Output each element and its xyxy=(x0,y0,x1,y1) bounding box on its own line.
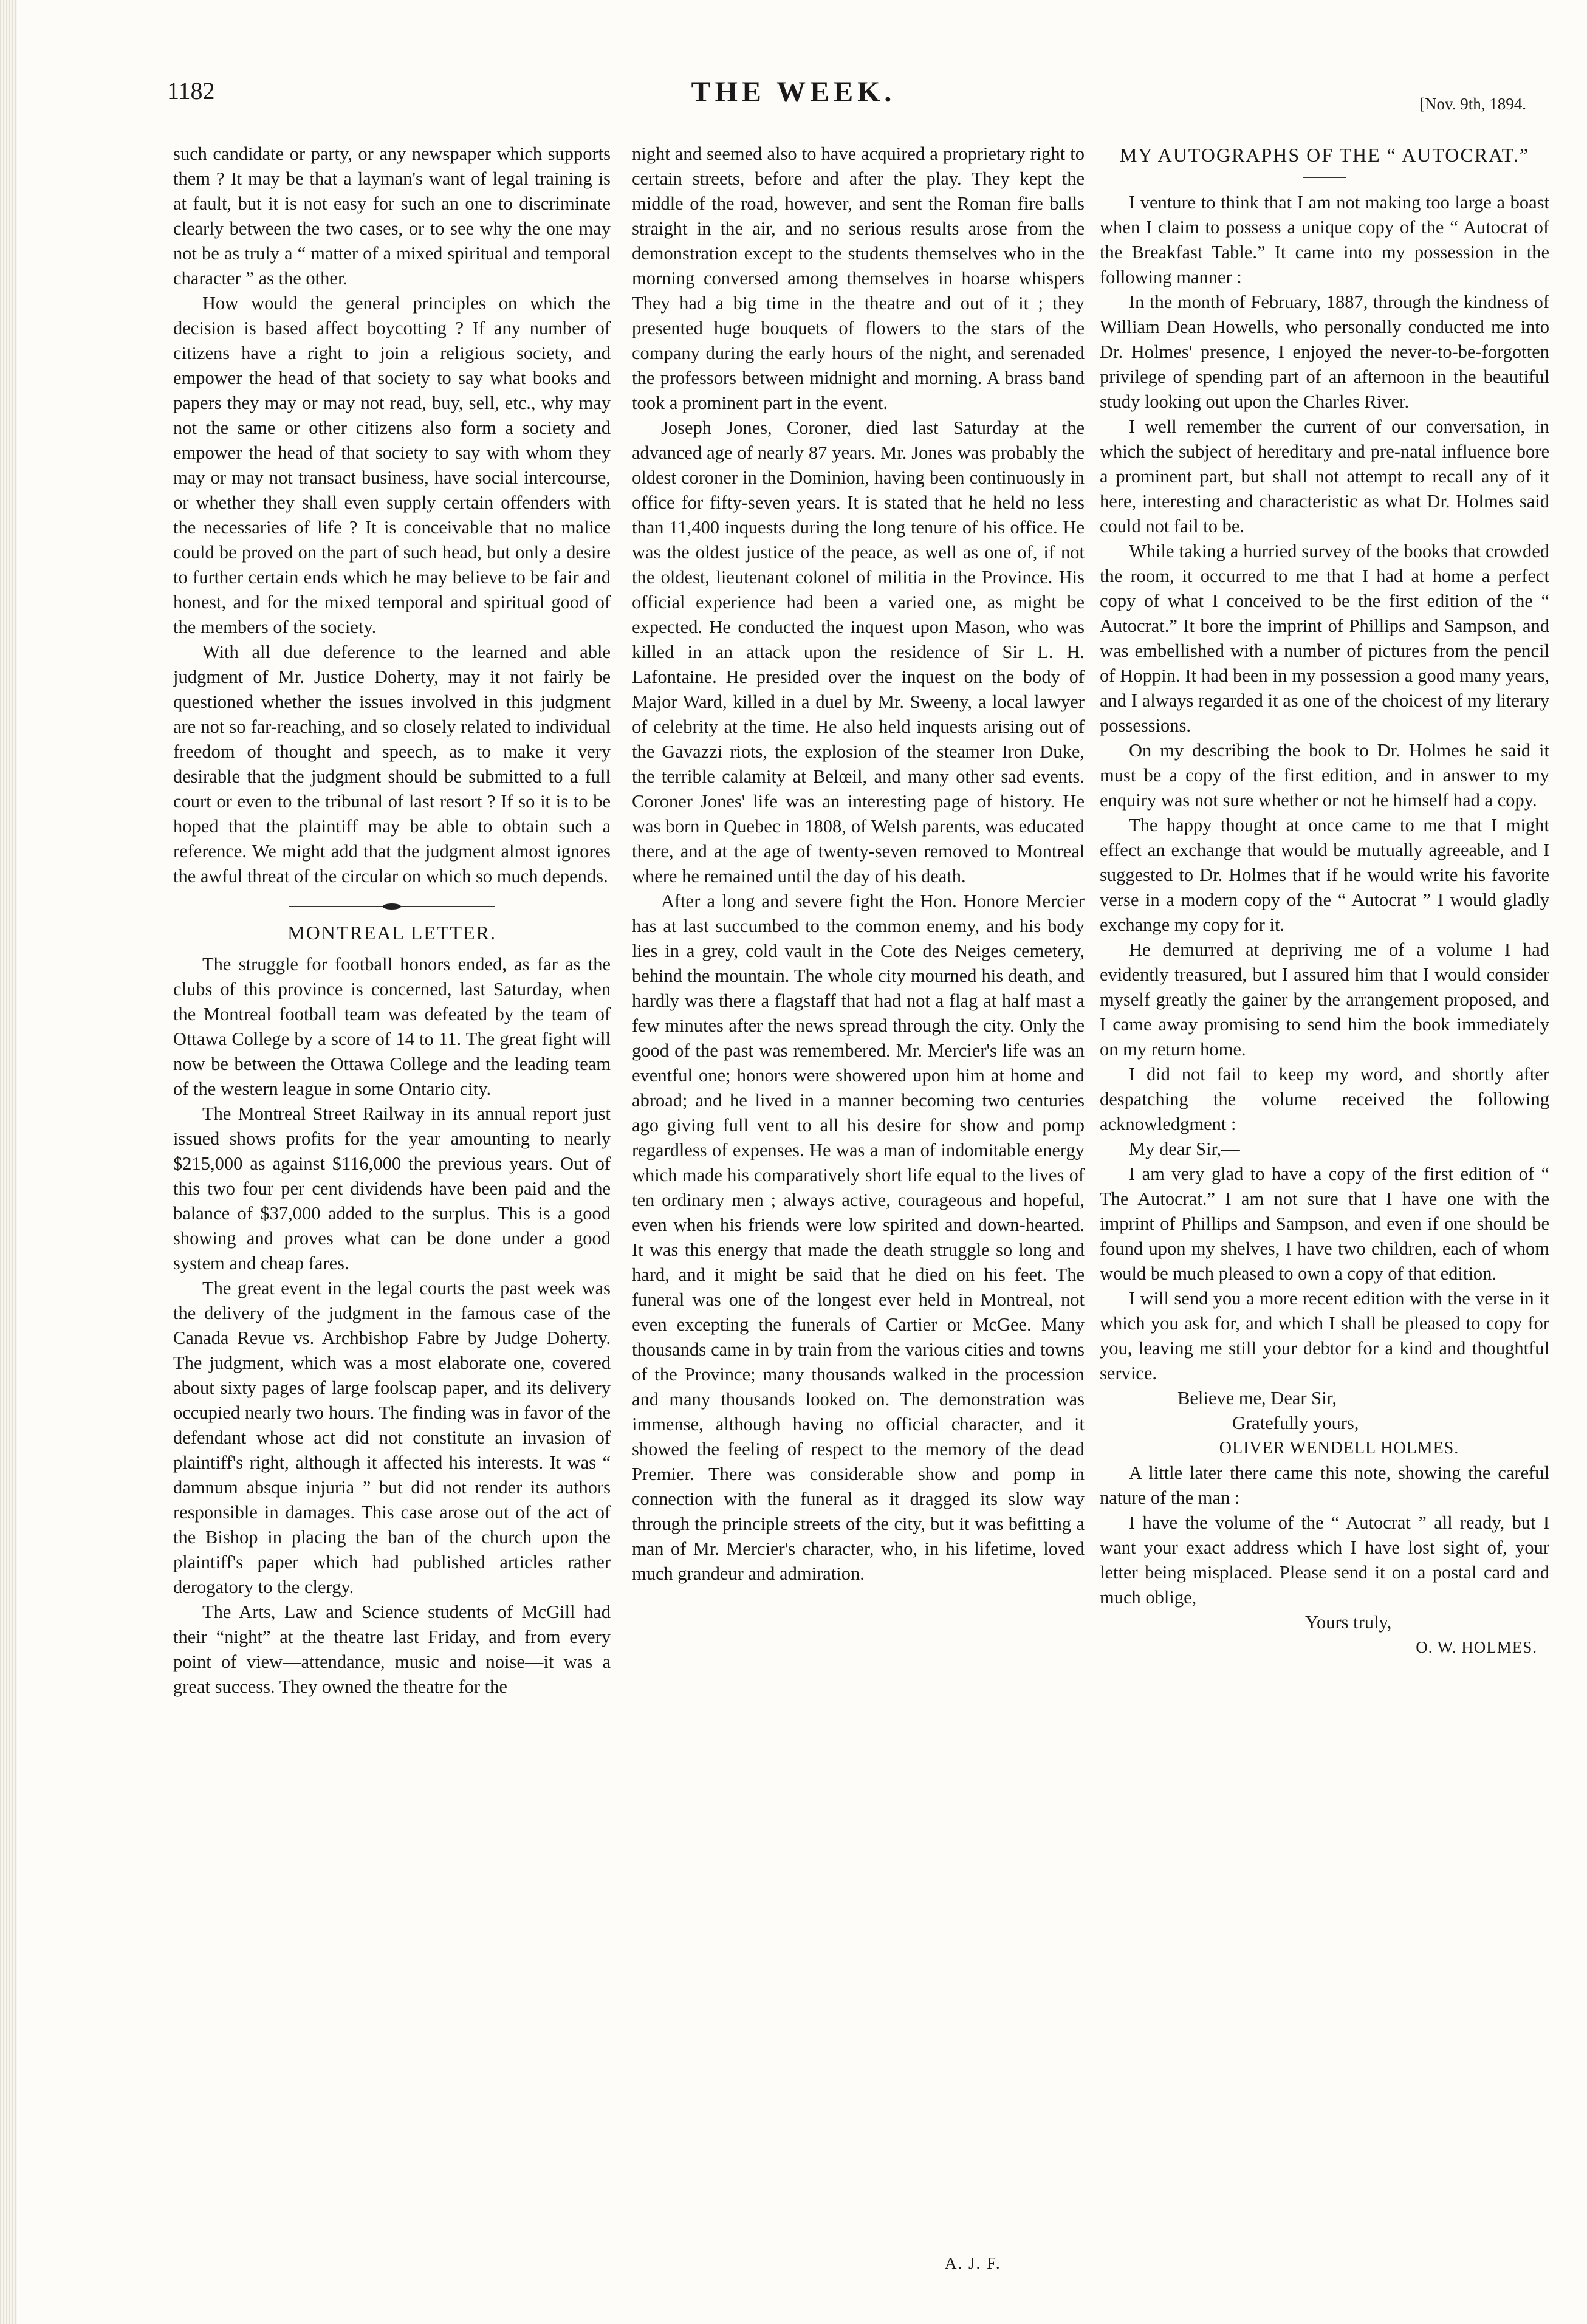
paragraph: The Arts, Law and Science students of McGill had their “night” at the theatre last Friday, and from every point of view—attendance, music and noise—it was a great success. They owned the theatre for the xyxy=(173,1602,611,1697)
publication-title: THE WEEK. xyxy=(691,76,896,108)
paragraph: night and seemed also to have acquired a proprietary right to certain streets, before and after the play. They kept the middle of the road, however, and sent the Roman fire balls straight in the air, and no serious results arose from the demonstration except to the students themselves who in the morning conversed among themselves in hoarse whispers They had a big time in the theatre and out of it ; they presented huge bouquets of flowers to the stars of the company during the early hours of the night, and serenaded the professors between midnight and morning. A brass band took a prominent part in the event. xyxy=(632,143,1085,413)
paragraph: The Montreal Street Railway in its annual report just issued shows profits for the year amounting to nearly $215,000 as against $116,000 the previous years. Out of this two four per cent dividends have been paid and the balance of $37,000 added to the surplus. This is a good showing and proves what can be done under a good system and cheap fares. xyxy=(173,1103,611,1273)
column-1 xyxy=(173,142,611,1699)
paragraph: While taking a hurried survey of the books that crowded the room, it occurred to me that I had at home a perfect copy of what I conceived to be the first edition of the “ Autocrat.” It bore the imprint of Phillips and Sampson, and was embellished with a number of pictures from the pencil of Hoppin. It had been in my possession a good many years, and I always regarded it as one of the choicest of my literary possessions. xyxy=(1100,541,1549,736)
paragraph: Joseph Jones, Coroner, died last Saturday at the advanced age of nearly 87 years. Mr. Jones was probably the oldest coroner in the Dominion, having been continuously in office for fifty-seven years. It is stated that he held no less than 11,400 inquests during the long tenure of his office. He was the oldest justice of the peace, as well as one of, if not the oldest, lieutenant colonel of militia in the Province. His official experience had been a varied one, as might be expected. He conducted the inquest upon Mason, who was killed in an attack upon the residence of Sir L. H. Lafontaine. He presided over the inquest on the body of Major Ward, killed in a duel by Mr. Sweeny, a local lawyer of celebrity at the time. He also held inquests arising out of the Gavazzi riots, the explosion of the steamer Iron Duke, the terrible calamity at Belœil, and many other sad events. Coroner Jones' life was an interesting page of history. He was born in Quebec in 1808, of Welsh parents, was educated there, and at the age of twenty-seven removed to Montreal where he remained until the day of his death. xyxy=(632,417,1085,886)
paragraph: With all due deference to the learned and able judgment of Mr. Justice Doherty, may it not fairly be questioned whether the issues involved in this judgment are not so far-reaching, and so closely related to individual freedom of thought and speech, as to make it very desirable that the judgment should be submitted to a full court or even to the tribunal of last resort ? If so it is to be hoped that the plaintiff may be able to obtain such a reference. We might add that the judgment almost ignores the awful threat of the circular on which so much depends. xyxy=(173,642,611,886)
letter-closing: Yours truly, xyxy=(1305,1612,1392,1633)
paragraph: The great event in the legal courts the past week was the delivery of the judgment in the famous case of the Canada Revue vs. Archbishop Fabre by Judge Doherty. The judgment, which was a most elaborate one, covered about sixty pages of large foolscap paper, and its delivery occupied nearly two hours. The finding was in favor of the defendant whose act did not constitute an invasion of plaintiff's right, although it affected his interests. It was “ damnum absque injuria ” but did not render its authors responsible in damages. This case arose out of the act of the Bishop in placing the ban of the church upon the plaintiff's paper which had published articles rather derogatory to the clergy. xyxy=(173,1278,611,1597)
page-number: 1182 xyxy=(167,77,215,105)
column-3 xyxy=(1100,142,1549,1660)
letter-closing: Believe me, Dear Sir, xyxy=(1177,1388,1337,1408)
paragraph: The happy thought at once came to me that I might effect an exchange that would be mutually agreeable, and I suggested to Dr. Holmes that if he would write his favorite verse in a modern copy of the “ Autocrat ” I would gladly exchange my copy for it. xyxy=(1100,815,1549,935)
paragraph: I did not fail to keep my word, and shortly after despatching the volume received the following acknowledgment : xyxy=(1100,1064,1549,1134)
section-ornament-divider xyxy=(289,903,495,910)
paragraph: After a long and severe fight the Hon. Honore Mercier has at last succumbed to the common enemy, and his body lies in a grey, cold vault in the Cote des Neiges cemetery, behind the mountain. The whole city mourned his death, and hardly was there a flagstaff that had not a flag at half mast a few minutes after the news spread through the city. Only the good of the past was remembered. Mr. Mercier's life was an eventful one; honors were showered upon him at home and abroad; and he lived in a manner becoming two centuries ago giving full vent to all his desire for show and pomp regardless of expenses. He was a man of indomitable energy which made his comparatively short life equal to the lives of ten ordinary men ; always active, courageous and hopeful, even when his friends were low spirited and down-hearted. It was this energy that made the death struggle so long and hard, and it might be said that he died on his feet. The funeral was one of the longest ever held in Montreal, not even excepting the funerals of Cartier or McGee. Many thousands came in by train from the various cities and towns of the Province; many thousands walked in the procession and many thousands looked on. The demonstration was immense, although having no official character, and it showed the feeling of respect to the memory of the dead Premier. There was considerable show and pomp in connection with the funeral as it dragged its slow way through the principle streets of the city, but it was befitting a man of Mr. Mercier's character, who, in his lifetime, loved much grandeur and admiration. xyxy=(632,891,1085,1584)
article-title-autocrat: MY AUTOGRAPHS OF THE “ AUTOCRAT.” xyxy=(1119,144,1530,166)
issue-date: [Nov. 9th, 1894. xyxy=(1419,95,1526,113)
paragraph: In the month of February, 1887, through the kindness of William Dean Howells, who personally conducted me into Dr. Holmes' presence, I enjoyed the never-to-be-forgotten privilege of spending part of an afternoon in the beautiful study looking out upon the Charles River. xyxy=(1100,292,1549,412)
paragraph: I well remember the current of our conversation, in which the subject of hereditary and pre-natal influence bore a prominent part, but shall not attempt to recall any of it here, interesting and characteristic as what Dr. Holmes said could not fail to be. xyxy=(1100,416,1549,536)
author-initials: A. J. F. xyxy=(945,2254,1001,2272)
column-2 xyxy=(632,142,1085,1586)
letter-paragraph: I am very glad to have a copy of the first edition of “ The Autocrat.” I am not sure that I have one with the imprint of Phillips and Sampson, and even if one should be found upon my shelves, I have two children, each of whom would be much pleased to own a copy of that edition. xyxy=(1100,1164,1549,1284)
letter-paragraph: I will send you a more recent edition with the verse in it which you ask for, and which I shall be pleased to copy for you, leaving me still your debtor for a kind and thoughtful service. xyxy=(1100,1288,1549,1383)
paragraph: He demurred at depriving me of a volume I had evidently treasured, but I assured him that I would consider myself greatly the gainer by the arrangement proposed, and I came away promising to send him the book immediately on my return home. xyxy=(1100,939,1549,1060)
paragraph: such candidate or party, or any newspaper which supports them ? It may be that a layman's want of legal training is at fault, but it is not easy for such an one to discriminate clearly between the two cases, or to see why the one may not be as truly a “ matter of a mixed spiritual and temporal character ” as the other. xyxy=(173,143,611,289)
letter-salutation: My dear Sir,— xyxy=(1129,1139,1240,1159)
title-rule xyxy=(1303,177,1346,178)
letter-paragraph: I have the volume of the “ Autocrat ” all ready, but I want your exact address which I have lost sight of, your letter being misplaced. Please send it on a postal card and much oblige, xyxy=(1100,1512,1549,1608)
page-binding-edge xyxy=(0,0,17,2324)
paragraph: A little later there came this note, showing the careful nature of the man : xyxy=(1100,1462,1549,1508)
page-header xyxy=(0,72,1587,120)
paragraph: I venture to think that I am not making too large a boast when I claim to possess a unique copy of the “ Autocrat of the Breakfast Table.” It came into my possession in the following manner : xyxy=(1100,192,1549,287)
letter-closing: Gratefully yours, xyxy=(1232,1413,1359,1433)
section-title-montreal-letter: MONTREAL LETTER. xyxy=(287,922,496,944)
letter-signature: O. W. HOLMES. xyxy=(1416,1638,1537,1656)
letter-signature: OLIVER WENDELL HOLMES. xyxy=(1219,1439,1459,1458)
paragraph: How would the general principles on which the decision is based affect boycotting ? If any number of citizens have a right to join a religious society, and empower the head of that society to say what books and papers they may or may not read, buy, sell, etc., why may not the same or other citizens also form a society and empower the head of that society to say with whom they may or may not transact business, have social intercourse, or whether they shall even supply certain offenders with the necessaries of life ? It is conceivable that no malice could be proved on the part of such head, but only a desire to further certain ends which he may believe to be fair and honest, and for the mixed temporal and spiritual good of the members of the society. xyxy=(173,293,611,637)
paragraph: On my describing the book to Dr. Holmes he said it must be a copy of the first edition, and in answer to my enquiry was not sure whether or not he himself had a copy. xyxy=(1100,740,1549,811)
paragraph: The struggle for football honors ended, as far as the clubs of this province is concerned, last Saturday, when the Montreal football team was defeated by the team of Ottawa College by a score of 14 to 11. The great fight will now be between the Ottawa College and the leading team of the western league in some Ontario city. xyxy=(173,954,611,1099)
